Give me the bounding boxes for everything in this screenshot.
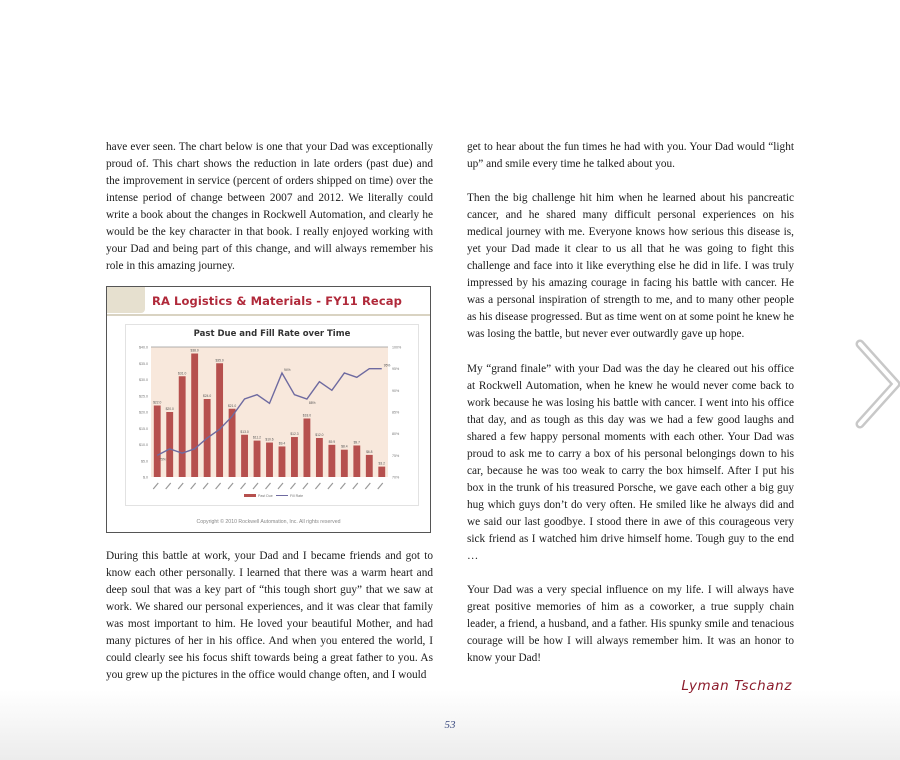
paragraph: get to hear about the fun times he had with you. Your Dad would “light up” and smile every time he talked about you.	[467, 141, 794, 171]
bar-label: $9.9	[328, 439, 336, 444]
y-axis-tick: $10.0	[139, 443, 148, 447]
legend-swatch-past-due	[244, 494, 256, 497]
bar-label: $9.4	[278, 441, 286, 446]
copyright-notice: Copyright © 2010 Rockwell Automation, Inc. All rights reserved	[196, 519, 341, 525]
bar-past-due	[353, 445, 360, 477]
line-annotation: 95%	[383, 363, 391, 368]
paragraph: My “grand finale” with your Dad was the day he cleared out his office at Rockwell Automation, when he knew he would never come back to work because he was losing his battle with cancer. I went into his office that day, and as tough as this day was we had a few good laughs and shared a few happy personal moments with each other. Your Dad was proud to ask me to carry a box of his personal belongings down to his car, because he was too weak to carry the box himself. After I put his box in the trunk of his treasured Porsche, we gave each other a big guy hug which guys don’t do very often. He smiled like he always did and we said our last goodbye. I stood there in awe of this courageous very sick friend as I watched him drive himself home. Tough guy to the end …	[467, 362, 794, 563]
y-axis-tick: $35.0	[139, 361, 148, 366]
bar-label: $6.8	[366, 449, 373, 454]
bar-past-due	[291, 437, 298, 477]
bar-label: $38.0	[190, 348, 199, 353]
figure-header	[107, 287, 430, 316]
y-axis-tick: $.0	[143, 475, 148, 480]
bar-past-due	[366, 455, 373, 477]
bar-label: $22.0	[153, 400, 162, 405]
legend-label: Fill Rate	[290, 494, 304, 498]
bar-past-due	[328, 445, 335, 477]
figure-title: RA Logistics & Materials - FY11 Recap	[152, 293, 402, 308]
y2-axis-tick: 95%	[392, 367, 400, 372]
y-axis-tick: $20.0	[139, 410, 148, 415]
x-axis-tick-label	[303, 483, 308, 489]
y2-axis-tick: 70%	[392, 475, 400, 480]
x-axis-tick-label	[216, 483, 221, 489]
y-axis-tick: $25.0	[139, 394, 148, 399]
y2-axis-tick: 75%	[392, 453, 400, 458]
x-axis-tick-label	[353, 483, 358, 489]
x-axis-tick-label	[203, 483, 208, 489]
chart-figure	[106, 286, 431, 533]
bar-past-due	[341, 450, 348, 477]
paragraph: During this battle at work, your Dad and I became friends and got to know each other personally. I learned that there was a warm heart and deep soul that was a key part of “this tough short guy” that we saw at work. We shared our personal experiences, and it was clear that family was most important to him. He loved your beautiful Mother, and had many pictures of her in his office. And when you entered the world, I could clearly see his focus shift towards being a great father to you. As you grew up the pictures in the office would change often, and I would	[106, 550, 433, 682]
x-axis-tick-label	[278, 483, 283, 489]
paragraph: have ever seen. The chart below is one that your Dad was exceptionally proud of. This chart shows the reduction in late orders (past due) and the improvement in service (percent of orders shipped on time) over the intense period of change between 2007 and 2012. We literally could write a book about the changes in Rockwell Automation, and clearly he would be the key character in that book. I really enjoyed working with your Dad and being part of this change, and will always remember his role in this amazing journey.	[106, 141, 433, 273]
bar-label: $8.4	[341, 444, 348, 449]
header-tab-decoration	[107, 287, 145, 313]
y-axis-tick: $40.0	[139, 345, 148, 350]
x-axis-tick-label	[266, 483, 271, 489]
y-axis-tick: $15.0	[139, 426, 148, 431]
chevron-right-icon	[852, 338, 900, 430]
bar-past-due	[303, 419, 310, 478]
x-axis-tick-label	[340, 483, 345, 489]
bar-label: $3.2	[378, 461, 385, 466]
y2-axis-tick: 85%	[392, 410, 400, 415]
x-axis-tick-label	[241, 483, 246, 489]
bar-past-due	[254, 441, 261, 477]
bar-label: $24.0	[202, 394, 212, 398]
x-axis-tick-label	[178, 483, 183, 489]
x-axis-tick-label	[290, 483, 295, 489]
y-axis-tick: $5.0	[141, 459, 148, 464]
bar-past-due	[179, 376, 186, 477]
bar-label: $11.2	[253, 435, 262, 440]
x-axis-tick-label	[365, 483, 370, 489]
bar-label: $12.0	[315, 433, 324, 437]
bar-label: $13.0	[240, 429, 249, 434]
y2-axis-tick: 80%	[392, 432, 400, 437]
author-signature: Lyman Tschanz	[681, 678, 792, 694]
bar-past-due	[216, 363, 223, 477]
y2-axis-tick: 100%	[392, 345, 402, 350]
x-axis-tick-label	[315, 483, 320, 489]
chart-area	[125, 324, 419, 506]
bar-label: $12.3	[290, 432, 299, 437]
bar-past-due	[316, 438, 323, 477]
bar-label: $35.0	[215, 358, 224, 363]
line-annotation: 75%	[159, 457, 166, 462]
page-number: 53	[444, 719, 456, 731]
bar-label: $31.0	[178, 371, 187, 376]
bar-label: $9.7	[353, 440, 361, 445]
x-axis-tick-label	[166, 483, 171, 489]
chart-title: Past Due and Fill Rate over Time	[193, 329, 351, 339]
bar-past-due	[378, 467, 385, 477]
left-text-column	[106, 139, 433, 275]
x-axis-tick-label	[253, 483, 258, 489]
past-due-fill-rate-chart	[126, 325, 418, 505]
bar-past-due	[266, 443, 273, 477]
line-annotation: 88%	[308, 401, 316, 405]
x-axis-tick-label	[378, 483, 383, 489]
left-text-column-bottom	[106, 548, 433, 684]
y2-axis-tick: 90%	[392, 388, 400, 393]
paragraph: Your Dad was a very special influence on my life. I will always have great positive memories of him as a coworker, a true supply chain leader, a friend, a husband, and a father. His spunky smile and tenacious courage will be how I will always remember him. It was an honor to know your Dad!	[467, 584, 794, 665]
bar-past-due	[241, 435, 248, 477]
x-axis-tick-label	[228, 483, 233, 489]
paragraph: Then the big challenge hit him when he learned about his pancreatic cancer, and he shared many difficult personal experiences on his medical journey with me. Everyone knows how serious this disease is, yet your Dad made it clear to us all that he was going to fight this challenge and face into it like everything else he did in life. I was truly impressed by his amazing courage in facing his battle with cancer. He was a personal inspiration of strength to me, and to many other people as his disease progressed. But as time went on at some point he knew he was losing the battle, but never ever outwardly gave up hope.	[467, 192, 794, 341]
bar-label: $21.0	[227, 403, 237, 408]
y-axis-tick: $30.0	[139, 378, 148, 382]
bar-past-due	[154, 406, 161, 478]
x-axis-tick-label	[328, 483, 333, 489]
bar-label: $20.0	[165, 407, 174, 411]
legend-label: Past Due	[258, 494, 273, 498]
bar-past-due	[191, 354, 198, 478]
bar-label: $18.0	[302, 413, 312, 418]
bar-label: $10.6	[265, 437, 274, 442]
bar-past-due	[166, 412, 173, 477]
x-axis-tick-label	[191, 483, 196, 489]
next-page-button[interactable]	[852, 338, 900, 430]
bar-past-due	[279, 446, 286, 477]
line-annotation: 94%	[283, 368, 291, 372]
x-axis-tick-label	[153, 483, 158, 489]
right-text-column	[467, 139, 794, 667]
